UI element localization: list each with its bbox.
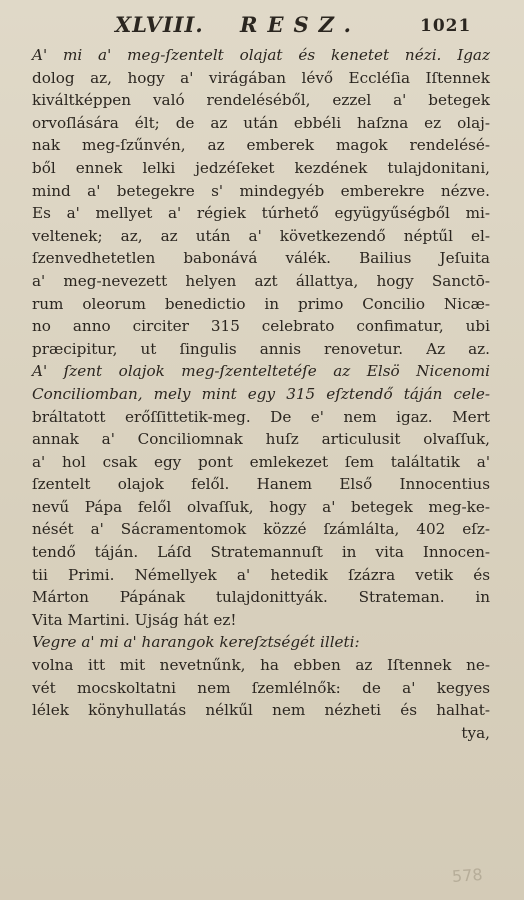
text-line: Vita Martini. Ujság hát ez!	[32, 610, 237, 629]
text-line: nését a' Sácramentomok közzé ſzámlálta, 402 eſz-	[32, 520, 490, 539]
text-line: kiváltképpen való rendeléséből, ezzel a' betegek	[32, 91, 490, 110]
part-label: RESZ.	[240, 12, 361, 37]
text-line: Conciliomban, mely mint egy 315 eſztendő táján cele-	[32, 384, 490, 403]
text-line: ből ennek lelki jedzéſeket kezdének tulajdonitani,	[32, 158, 490, 177]
text-line: bráltatott erőſſittetik-meg. De e' nem igaz. Mert	[32, 407, 490, 426]
text-line: A' mi a' meg-ſzentelt olajat és kenetet nézi. Igaz	[32, 46, 490, 64]
text-line: tii Primi. Némellyek a' hetedik ſzázra vetik és	[32, 565, 490, 584]
text-line: nevű Pápa felől olvaſſuk, hogy a' betegek meg-ke-	[32, 497, 490, 516]
text-line: ſzentelt olajok felől. Hanem Első Innocentius	[32, 475, 490, 494]
text-line: Es a' mellyet a' régiek túrhető együgyűségből mi-	[32, 204, 490, 223]
text-line: Márton Pápának tulajdonittyák. Strateman. in	[32, 588, 490, 607]
text-line: ſzenvedhetetlen babonává válék. Bailius Jeſuita	[32, 249, 490, 268]
text-line: dolog az, hogy a' virágában lévő Eccléſia Iſtennek	[32, 68, 490, 87]
text-line: præcipitur, ut ſingulis annis renovetur. Az az.	[32, 339, 490, 358]
library-stamp: 578	[451, 864, 484, 887]
chapter-number: XLVIII.	[115, 12, 204, 37]
text-line: Vegre a' mi a' harangok kereſztségét illeti:	[32, 633, 360, 652]
text-line: volna itt mit nevetnűnk, ha ebben az Iſtennek ne-	[32, 656, 490, 675]
text-line: rum oleorum benedictio in primo Concilio Nicæ-	[32, 294, 490, 313]
text-line: A' ſzent olajok meg-ſzenteltetéſe az Elsö Nicenomi	[32, 362, 490, 381]
text-line: a' hol csak egy pont emlekezet ſem találtatik a'	[32, 452, 490, 471]
text-line: lélek könyhullatás nélkűl nem nézheti és halhat-	[32, 701, 490, 720]
text-line: tya,	[461, 723, 490, 742]
text-line: a' meg-nevezett helyen azt állattya, hogy Sanctō-	[32, 271, 490, 290]
text-line: annak a' Conciliomnak huſz articulusit olvaſſuk,	[32, 430, 490, 449]
text-line: nak meg-ſzűnvén, az emberek magok rendelésé-	[32, 136, 490, 155]
text-line: tendő táján. Láſd Stratemannuſt in vita Innocen-	[32, 543, 490, 562]
page-number: 1021	[420, 16, 472, 36]
text-line: veltenek; az, az után a' következendő néptűl el-	[32, 226, 490, 245]
text-line: vét mocskoltatni nem ſzemlélnők: de a' kegyes	[32, 678, 490, 697]
text-line: mind a' betegekre s' mindegyéb emberekre nézve.	[32, 181, 490, 200]
text-line: orvoſlására élt; de az után ebbéli haſzna ez olaj-	[32, 113, 490, 132]
body-text	[32, 44, 490, 744]
text-line: no anno circiter 315 celebrato confimatur, ubi	[32, 317, 490, 336]
running-header	[0, 10, 524, 44]
